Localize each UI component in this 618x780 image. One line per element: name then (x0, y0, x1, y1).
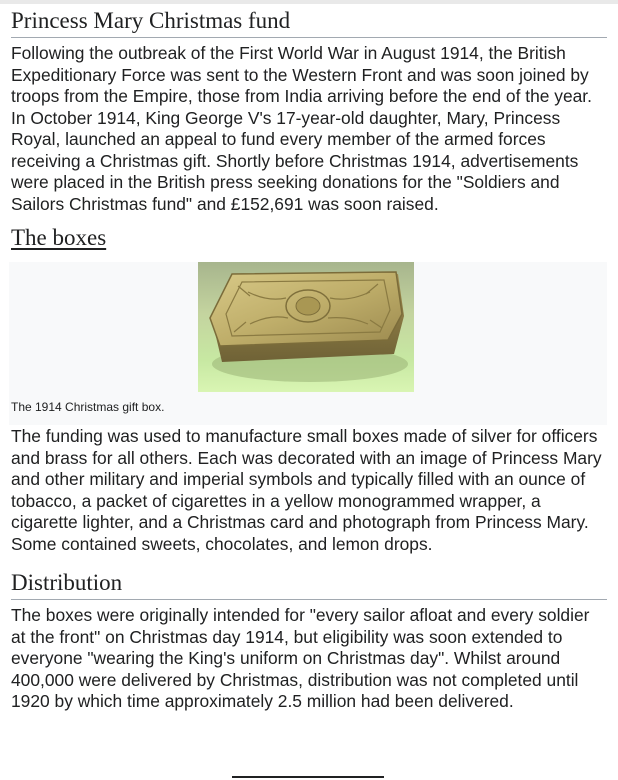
gift-box-image[interactable] (198, 262, 414, 392)
boxes-heading[interactable] (11, 223, 607, 253)
boxes-heading-label[interactable]: The boxes (11, 225, 107, 250)
distribution-heading: Distribution (11, 568, 607, 600)
gift-box-figure (9, 262, 607, 425)
gift-box-illustration (198, 262, 414, 392)
boxes-paragraph: The funding was used to manufacture small boxes made of silver for officers and brass for all others. Each was decorated with an image of Princess Mary and other military and imperial symbols and typically filled with an ounce of tobacco, a packet of cigarettes in a yellow monogrammed wrapper, a cigarette lighter, and a Christmas card and photograph from Princess Mary. Some contained sweets, chocolates, and lemon drops. (11, 426, 602, 554)
intro-paragraph: Following the outbreak of the First World War in August 1914, the British Expeditionary Force was sent to the Western Front and was soon joined by troops from the Empire, those from India arriving before the end of the year. In October 1914, King George V's 17-year-old daughter, Mary, Princess Royal, launched an appeal to fund every member of the armed forces receiving a Christmas gift. Shortly before Christmas 1914, advertisements were placed in the British press seeking donations for the "Soldiers and Sailors Christmas fund" and £152,691 was soon raised. (11, 43, 592, 214)
top-border (0, 0, 618, 4)
figure-caption: The 1914 Christmas gift box. (11, 400, 165, 414)
distribution-paragraph: The boxes were originally intended for "every sailor afloat and every soldier at the front" on Christmas day 1914, but eligibility was soon extended to everyone "wearing the King's uniform on Christmas day". Whilst around 400,000 were delivered by Christmas, distribution was not completed until 1920 by which time approximately 2.5 million had been delivered. (11, 605, 590, 711)
section-title: Princess Mary Christmas fund (11, 6, 607, 38)
article-content (11, 6, 607, 713)
footer-divider (232, 776, 384, 778)
